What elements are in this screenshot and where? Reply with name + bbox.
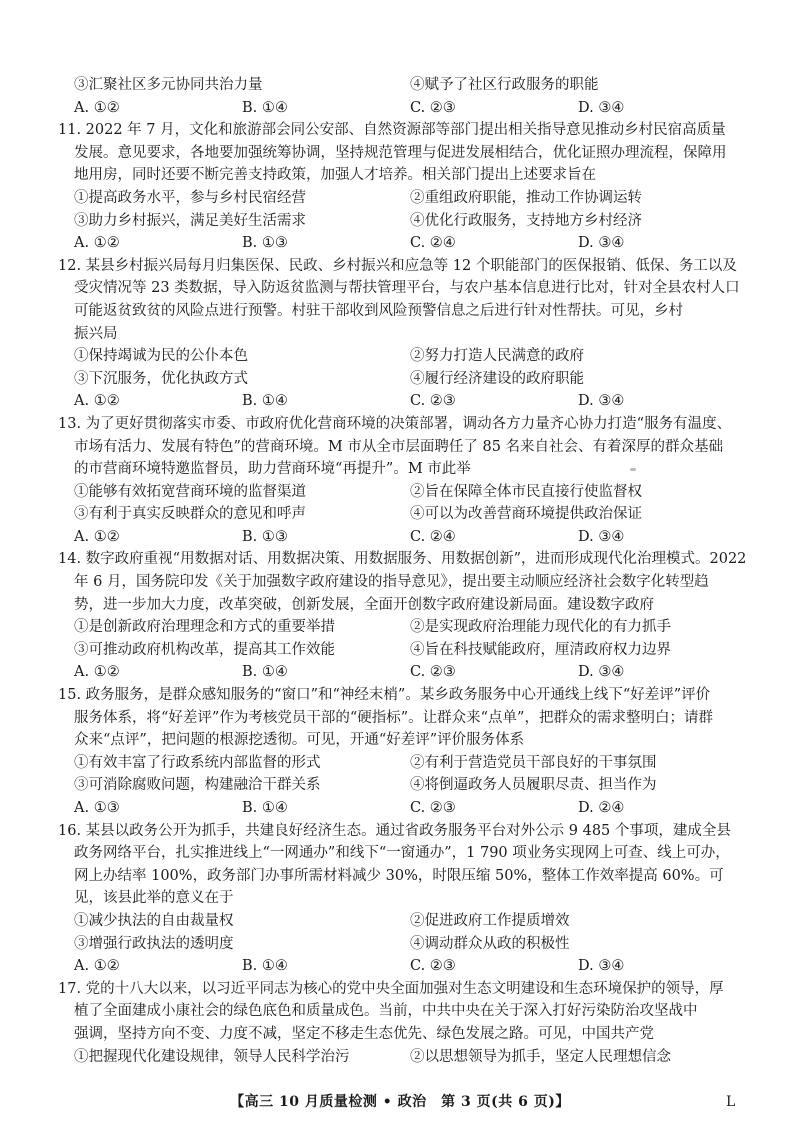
option: ②旨在保障全体市民直接行使监督权 bbox=[410, 483, 642, 500]
question-stem bbox=[58, 978, 746, 1046]
options bbox=[58, 910, 746, 978]
options bbox=[58, 187, 746, 255]
answer-choices bbox=[74, 232, 746, 255]
stem-line: 地用房，同时还要不断完善支持政策，加强人才培养。相关部门提出上述要求旨在 bbox=[74, 167, 596, 184]
answer-choice-b: B. ①④ bbox=[242, 393, 288, 410]
answer-choice-d: D. ③④ bbox=[578, 99, 625, 116]
answer-choice-b: B. ①③ bbox=[242, 528, 288, 545]
answer-choice-d: D. ②④ bbox=[578, 800, 625, 816]
answer-choice-c: C. ②③ bbox=[410, 958, 456, 975]
answer-choice-b: B. ①④ bbox=[242, 958, 288, 975]
question-15 bbox=[58, 684, 746, 820]
stem-line: 政务网络平台，扎实推进线上“一网通办”和线下“一窗通办”，1 790 项业务实现网上可查、线上可办， bbox=[74, 845, 730, 862]
option: ③汇聚社区多元协同共治力量 bbox=[74, 77, 263, 93]
question-10-tail bbox=[58, 74, 746, 119]
option: ①保持竭诚为民的公仆本色 bbox=[74, 348, 248, 365]
question-stem bbox=[58, 119, 746, 187]
answer-choice-c: C. ②④ bbox=[410, 528, 456, 545]
option: ②促进政府工作提质增效 bbox=[410, 912, 570, 929]
options bbox=[58, 1046, 746, 1069]
answer-choices bbox=[74, 97, 746, 120]
question-11 bbox=[58, 119, 746, 255]
option: ①把握现代化建设规律，领导人民科学治污 bbox=[74, 1048, 350, 1065]
option: ①是创新政府治理理念和方式的重要举措 bbox=[74, 619, 335, 636]
option: ④将倒逼政务人员履职尽责、担当作为 bbox=[410, 777, 657, 794]
option: ③增强行政执法的透明度 bbox=[74, 935, 234, 952]
answer-choice-c: C. ②③ bbox=[410, 393, 456, 410]
stem-line: 17. 党的十八大以来，以习近平同志为核心的党中央全面加强对生态文明建设和生态环境保护的领导，厚 bbox=[58, 980, 724, 997]
option: ②努力打造人民满意的政府 bbox=[410, 348, 584, 365]
answer-choice-d: D. ③④ bbox=[578, 664, 625, 681]
question-14 bbox=[58, 548, 746, 684]
question-12 bbox=[58, 255, 746, 413]
stem-line: 年 6 月，国务院印发《关于加强数字政府建设的指导意见》，提出要主动顺应经济社会数字化转型趋 bbox=[74, 574, 709, 591]
answer-choices bbox=[74, 661, 746, 684]
answer-choice-d: D. ③④ bbox=[578, 235, 625, 252]
stem-line: 11. 2022 年 7 月，文化和旅游部会同公安部、自然资源部等部门提出相关指导意见推动乡村民宿高质量 bbox=[58, 122, 726, 139]
stem-line: 受灾情况等 23 类数据，导入防返贫监测与帮扶管理平台，与农户基本信息进行比对，针对全县农村人口 bbox=[74, 280, 740, 297]
option: ②以思想领导为抓手，坚定人民理想信念 bbox=[410, 1048, 671, 1065]
option: ④优化行政服务，支持地方乡村经济 bbox=[410, 212, 642, 229]
stem-line: 强调，坚持方向不变、力度不减，坚定不移走生态优先、绿色发展之路。可见，中国共产党 bbox=[74, 1025, 654, 1042]
question-stem bbox=[58, 684, 746, 752]
answer-choice-d: D. ③④ bbox=[578, 958, 625, 975]
answer-choice-d: D. ③④ bbox=[578, 393, 625, 410]
answer-choice-c: C. ②③ bbox=[410, 99, 456, 116]
option: ③可消除腐败问题，构建融洽干群关系 bbox=[74, 777, 321, 794]
option: ④调动群众从政的积极性 bbox=[410, 935, 570, 952]
footer-text: 【高三 10 月质量检测 • 政治 第 3 页(共 6 页)】 bbox=[230, 1094, 570, 1110]
stem-line: 网上办结率 100%，政务部门办事所需材料减少 30%，时限压缩 50%，整体工作效率提高 60%。可 bbox=[74, 867, 724, 884]
scan-speck bbox=[630, 468, 636, 471]
footer-mark: L bbox=[726, 1094, 736, 1110]
options bbox=[58, 481, 746, 549]
answer-choice-a: A. ①② bbox=[74, 958, 120, 975]
option: ③下沉服务，优化执政方式 bbox=[74, 370, 248, 387]
answer-choice-c: C. ②③ bbox=[410, 664, 456, 681]
answer-choices bbox=[74, 797, 746, 820]
answer-choice-a: A. ①② bbox=[74, 528, 120, 545]
stem-line: 势，进一步加大力度，改革突破，创新发展，全面开创数字政府建设新局面。建设数字政府 bbox=[74, 596, 654, 613]
question-stem bbox=[58, 548, 746, 616]
option: ③可推动政府机构改革，提高其工作效能 bbox=[74, 641, 335, 658]
question-content bbox=[58, 74, 746, 1068]
stem-line: 服务体系，将“好差评”作为考核党员干部的“硬指标”。让群众来“点单”，把群众的需求整明白；请群 bbox=[74, 709, 713, 726]
options bbox=[58, 74, 746, 119]
stem-line: 植了全面建成小康社会的绿色底色和质量成色。当前，中共中央在关于深入打好污染防治攻坚战中 bbox=[74, 1003, 698, 1020]
option: ②重组政府职能，推动工作协调运转 bbox=[410, 189, 642, 206]
stem-line: 15. 政务服务，是群众感知服务的“窗口”和“神经末梢”。某乡政务服务中心开通线上线下“好差评”评价 bbox=[58, 687, 711, 704]
option: ④赋予了社区行政服务的职能 bbox=[410, 77, 599, 93]
answer-choices bbox=[74, 526, 746, 549]
answer-choice-c: C. ②④ bbox=[410, 235, 456, 252]
option: ②有利于营造党员干部良好的干事氛围 bbox=[410, 754, 657, 771]
stem-line: 13. 为了更好贯彻落实市委、市政府优化营商环境的决策部署，调动各方力量齐心协力打造“服务有温度、 bbox=[58, 415, 732, 432]
answer-choice-d: D. ③④ bbox=[578, 528, 625, 545]
question-17 bbox=[58, 978, 746, 1068]
answer-choices bbox=[74, 955, 746, 978]
page-footer bbox=[0, 1090, 800, 1114]
option: ④旨在科技赋能政府，厘清政府权力边界 bbox=[410, 641, 671, 658]
option: ②是实现政府治理能力现代化的有力抓手 bbox=[410, 619, 671, 636]
answer-choice-b: B. ①④ bbox=[242, 99, 288, 116]
stem-line: 众来“点评”，把问题的根源挖透彻。可见，开通“好差评”评价服务体系 bbox=[74, 732, 525, 749]
options bbox=[58, 616, 746, 684]
options bbox=[58, 752, 746, 820]
stem-line: 16. 某县以政务公开为抓手，共建良好经济生态。通过省政务服务平台对外公示 9 485 个事项，建成全县 bbox=[58, 822, 731, 839]
stem-line: 的市营商环境特邀监督员，助力营商环境“再提升”。M 市此举 bbox=[74, 461, 471, 478]
option: ①提高政务水平，参与乡村民宿经营 bbox=[74, 189, 306, 206]
option: ④履行经济建设的政府职能 bbox=[410, 370, 584, 387]
answer-choice-b: B. ①④ bbox=[242, 664, 288, 681]
options bbox=[58, 345, 746, 413]
option: ③有利于真实反映群众的意见和呼声 bbox=[74, 506, 306, 523]
answer-choice-a: A. ①③ bbox=[74, 800, 120, 816]
question-13 bbox=[58, 413, 746, 549]
answer-choice-a: A. ①② bbox=[74, 393, 120, 410]
question-stem bbox=[58, 820, 746, 910]
question-16 bbox=[58, 820, 746, 978]
stem-line: 见，该县此举的意义在于 bbox=[74, 890, 234, 907]
option: ①能够有效拓宽营商环境的监督渠道 bbox=[74, 483, 306, 500]
stem-line: 14. 数字政府重视“用数据对话、用数据决策、用数据服务、用数据创新”，进而形成现代化治理模式。2022 bbox=[58, 551, 746, 568]
answer-choice-a: A. ①② bbox=[74, 664, 120, 681]
stem-line: 市场有活力、发展有特色”的营商环境。M 市从全市层面聘任了 85 名来自社会、有着深厚的群众基础 bbox=[74, 438, 724, 455]
option: ①有效丰富了行政系统内部监督的形式 bbox=[74, 754, 321, 771]
option: ④可以为改善营商环境提供政治保证 bbox=[410, 506, 642, 523]
stem-line: 可能返贫致贫的风险点进行预警。村驻干部收到风险预警信息之后进行针对性帮扶。可见，乡村 bbox=[74, 302, 683, 319]
option: ①减少执法的自由裁量权 bbox=[74, 912, 234, 929]
stem-line: 发展。意见要求，各地要加强统筹协调，坚持规范管理与促进发展相结合，优化证照办理流程，保障用 bbox=[74, 144, 727, 161]
stem-line: 12. 某县乡村振兴局每月归集医保、民政、乡村振兴和应急等 12 个职能部门的医保报销、低保、务工以及 bbox=[58, 257, 737, 274]
answer-choice-b: B. ①④ bbox=[242, 800, 288, 816]
answer-choices bbox=[74, 390, 746, 413]
question-stem bbox=[58, 413, 746, 481]
question-stem bbox=[58, 255, 746, 345]
stem-line: 振兴局 bbox=[74, 325, 118, 342]
answer-choice-b: B. ①③ bbox=[242, 235, 288, 252]
answer-choice-c: C. ②③ bbox=[410, 800, 456, 816]
answer-choice-a: A. ①② bbox=[74, 99, 120, 116]
option: ③助力乡村振兴，满足美好生活需求 bbox=[74, 212, 306, 229]
answer-choice-a: A. ①② bbox=[74, 235, 120, 252]
